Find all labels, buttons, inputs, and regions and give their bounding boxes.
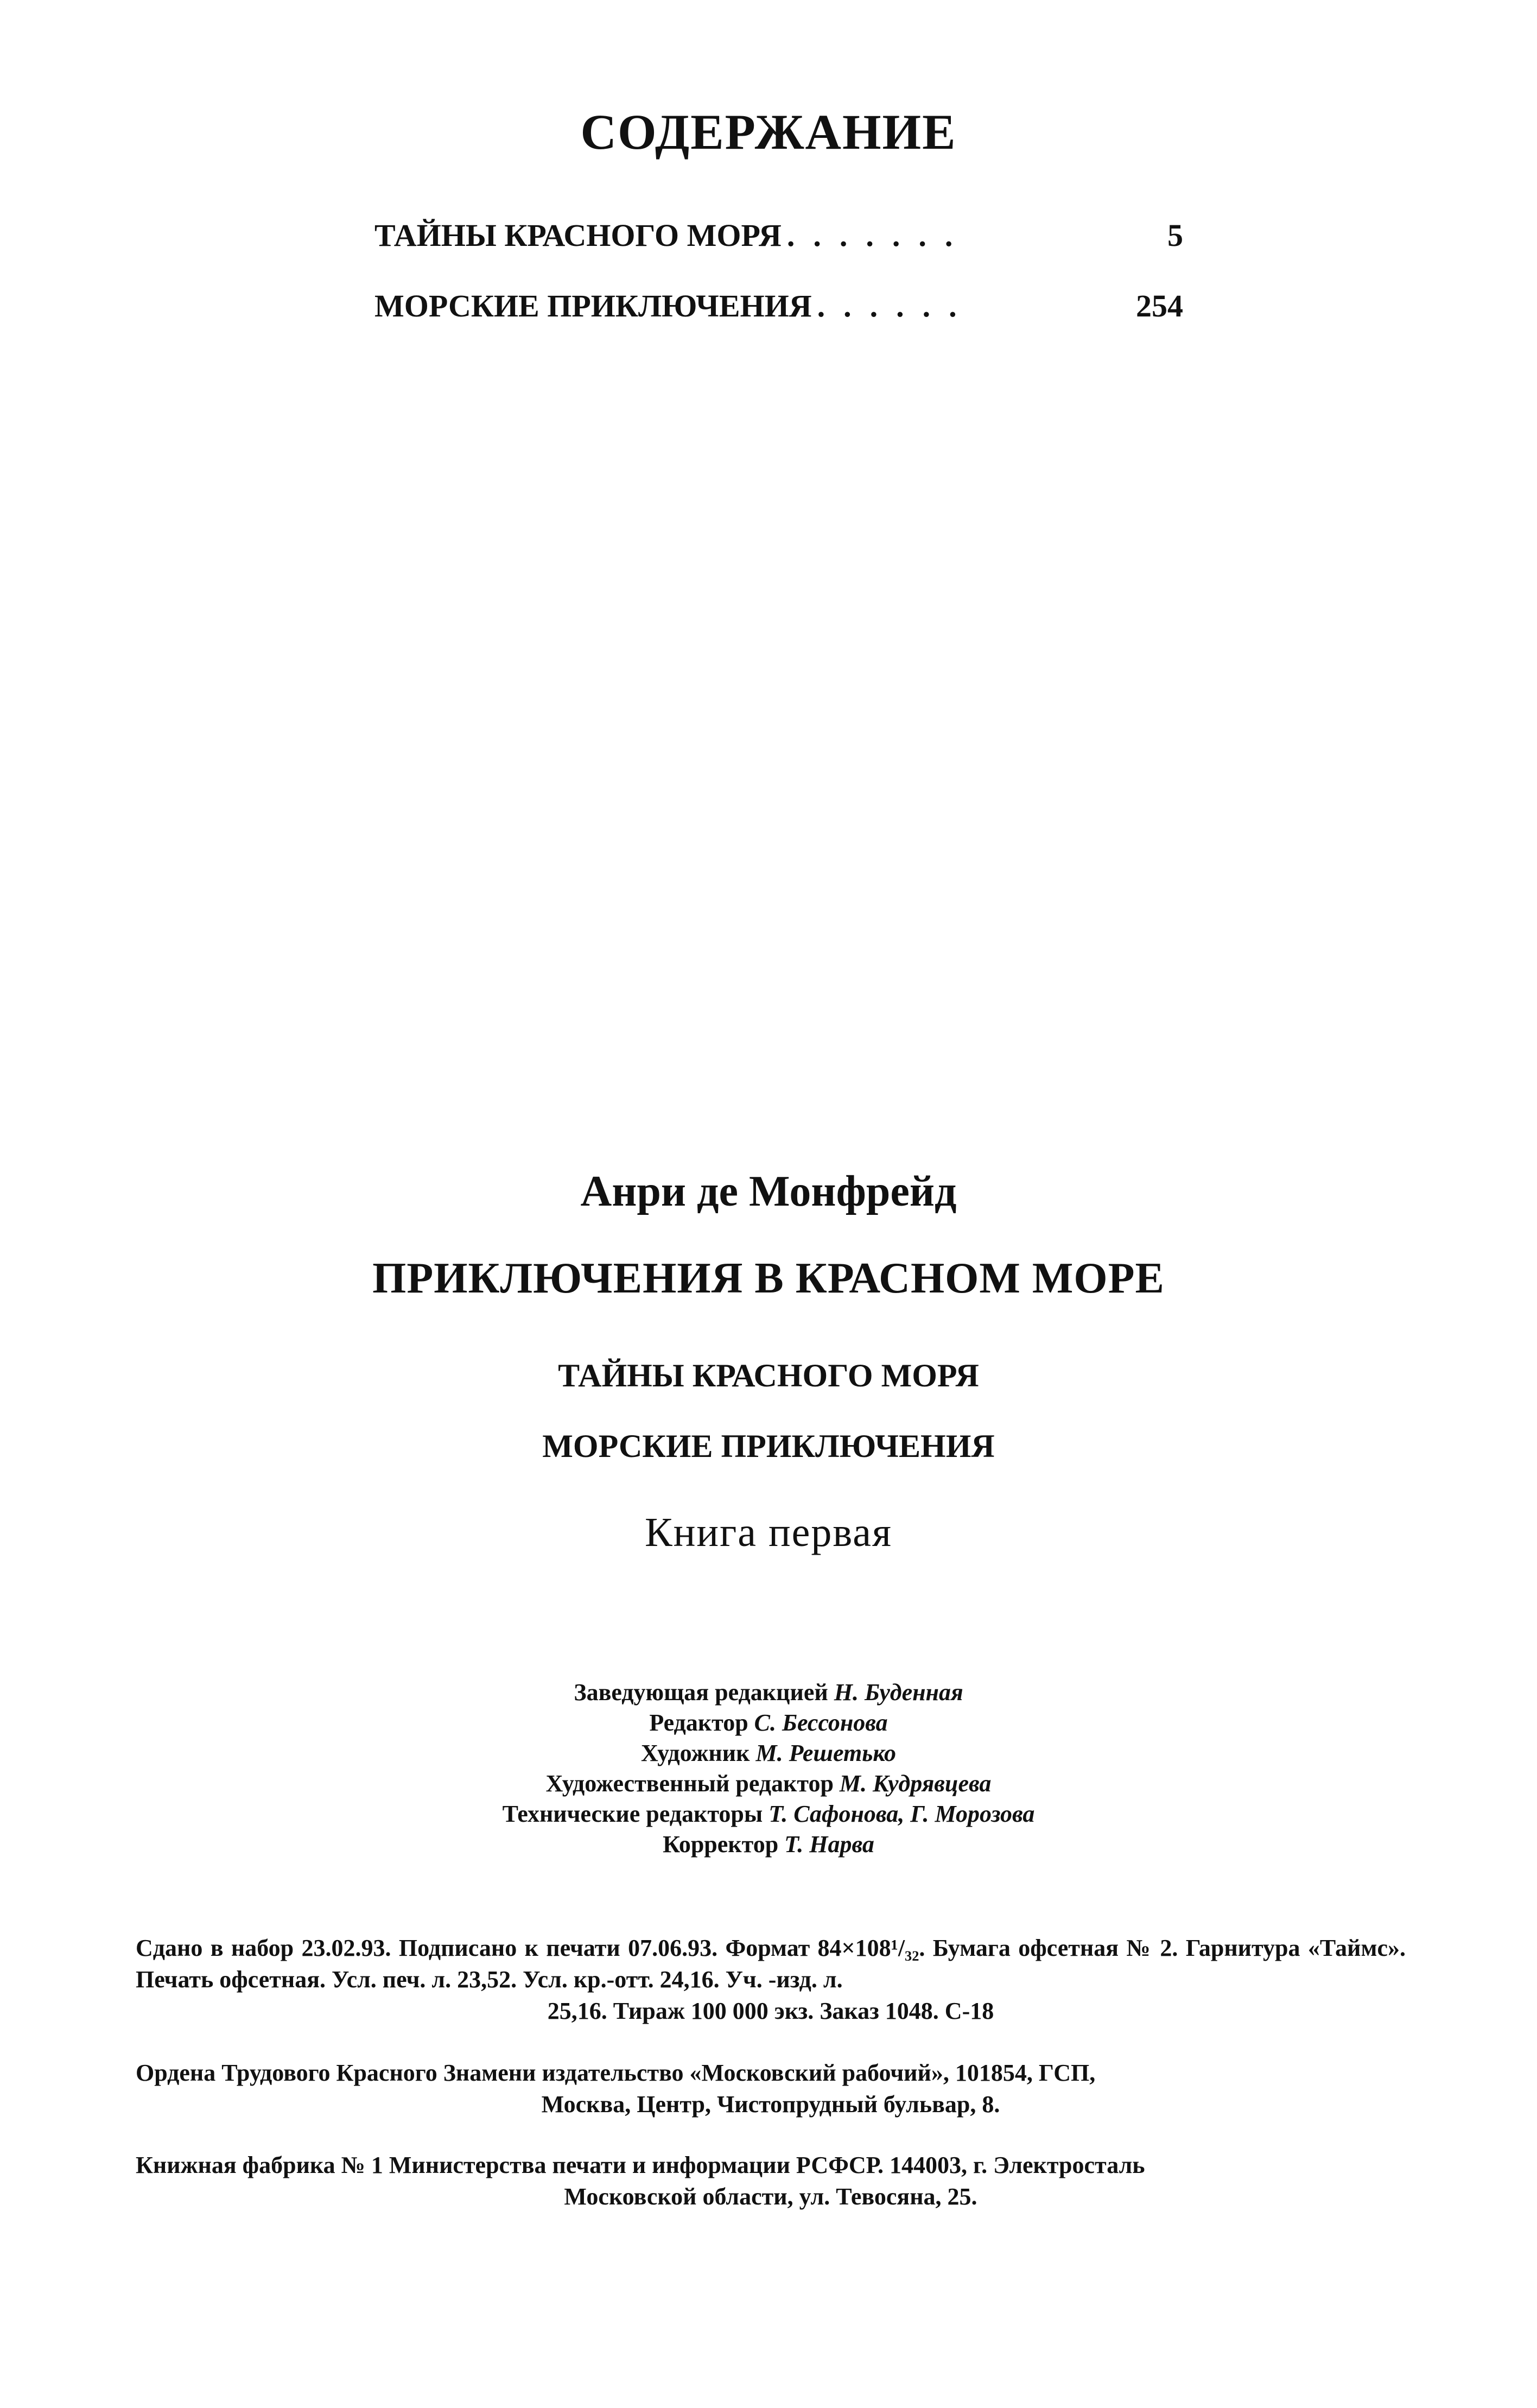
contents-item-page: 5	[1167, 218, 1183, 253]
credits-block	[0, 1677, 1537, 1860]
credit-name: Т. Нарва	[784, 1831, 874, 1858]
contents-item-title: ТАЙНЫ КРАСНОГО МОРЯ	[374, 218, 782, 253]
publisher-last-line: Москва, Центр, Чистопрудный бульвар, 8.	[541, 2091, 1000, 2118]
contents-item-page: 254	[1136, 288, 1183, 324]
contents-item	[374, 217, 1183, 288]
credit-name: С. Бессонова	[754, 1709, 888, 1736]
credit-row	[0, 1677, 1537, 1708]
credit-name: Н. Буденная	[834, 1679, 963, 1706]
credit-row	[0, 1738, 1537, 1769]
credit-row	[0, 1708, 1537, 1738]
credit-role: Заведующая редакцией	[574, 1679, 828, 1706]
publisher-text: Ордена Трудового Красного Знамени издательство «Московский рабочий», 101854, ГСП,	[136, 2060, 1096, 2086]
credit-role: Редактор	[649, 1709, 748, 1736]
credit-row	[0, 1769, 1537, 1799]
credit-role: Художник	[641, 1740, 750, 1766]
credit-role: Корректор	[663, 1831, 779, 1858]
contents-item-title: МОРСКИЕ ПРИКЛЮЧЕНИЯ	[374, 288, 812, 324]
credit-name: М. Решетько	[755, 1740, 896, 1766]
subtitle-1: ТАЙНЫ КРАСНОГО МОРЯ	[558, 1358, 979, 1393]
credit-role: Технические редакторы	[502, 1801, 763, 1827]
subtitle-2: МОРСКИЕ ПРИКЛЮЧЕНИЯ	[542, 1428, 995, 1464]
print-data-paragraph	[136, 1932, 1406, 2027]
printer-paragraph	[136, 2150, 1406, 2213]
printer-last-line: Московской области, ул. Тевосяна, 25.	[564, 2183, 977, 2210]
publisher-paragraph	[136, 2057, 1406, 2120]
dot-leader: ......	[817, 288, 975, 324]
dot-leader: .......	[786, 218, 971, 253]
author-name: Анри де Монфрейд	[580, 1168, 957, 1215]
credit-name: М. Кудрявцева	[839, 1770, 992, 1797]
contents-item	[374, 288, 1183, 358]
print-data-last-line: 25,16. Тираж 100 000 экз. Заказ 1048. С-18	[547, 1998, 994, 2024]
contents-heading: СОДЕРЖАНИЕ	[580, 104, 957, 160]
print-data-text: Сдано в набор 23.02.93. Подписано к печати 07.06.93. Формат 84×108¹/₃₂. Бумага офсетная № 2. Гарнитура «Таймс». Печать офсетная. Усл. печ. л. 23,52. Усл. кр.-отт. 24,16. Уч. -изд. л.	[136, 1935, 1406, 1993]
printer-text: Книжная фабрика № 1 Министерства печати и информации РСФСР. 144003, г. Электросталь	[136, 2152, 1145, 2178]
book-title: ПРИКЛЮЧЕНИЯ В КРАСНОМ МОРЕ	[372, 1254, 1165, 1302]
credit-role: Художественный редактор	[545, 1770, 834, 1797]
contents-list	[374, 217, 1183, 358]
volume-label: Книга первая	[645, 1510, 892, 1555]
credit-name: Т. Сафонова, Г. Морозова	[768, 1801, 1035, 1827]
credit-row	[0, 1799, 1537, 1829]
credit-row	[0, 1829, 1537, 1860]
